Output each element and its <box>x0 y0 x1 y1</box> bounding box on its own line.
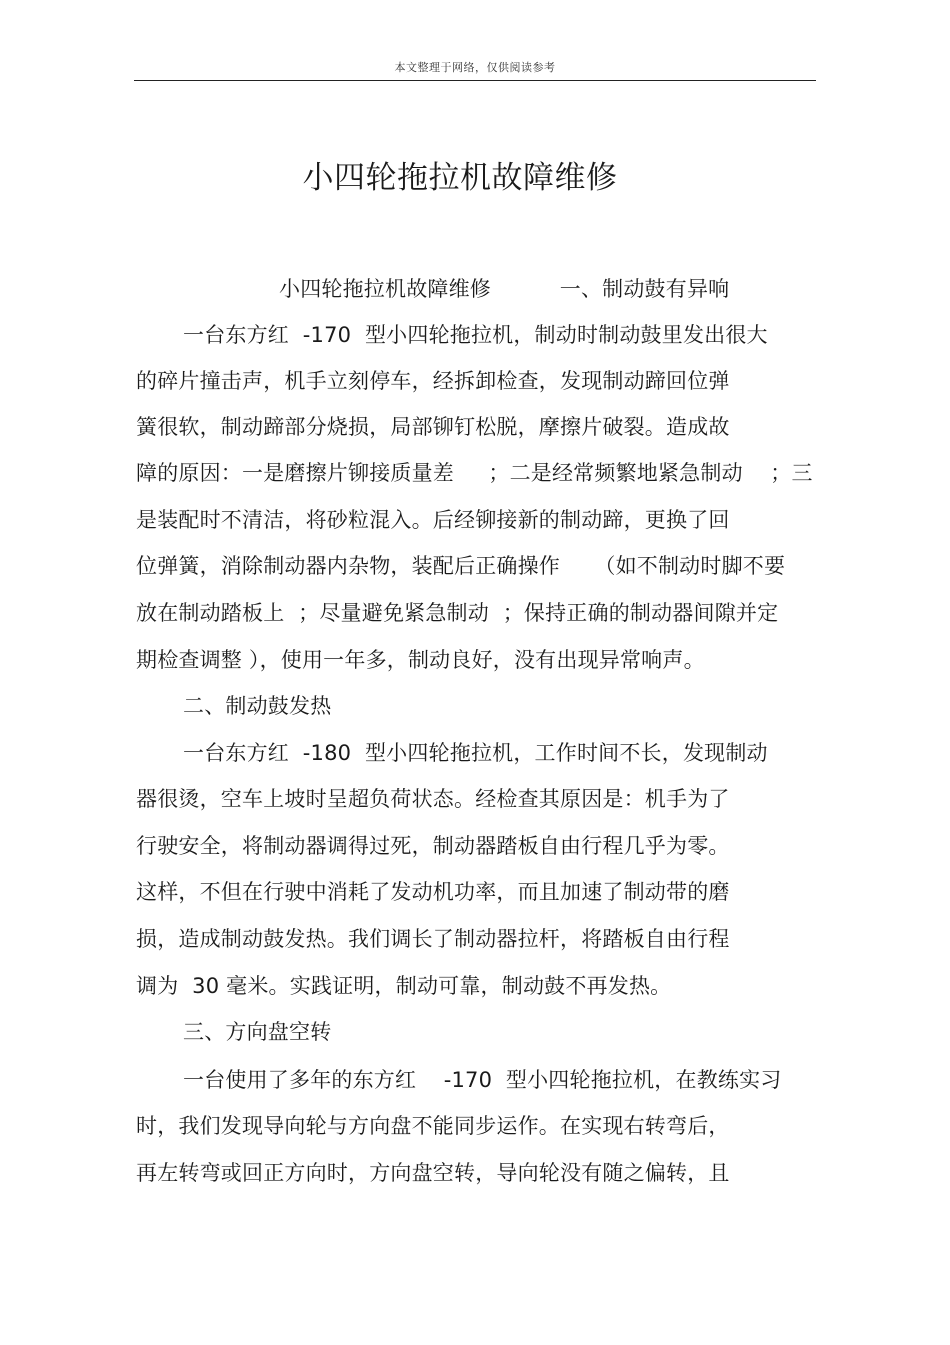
text-line: 期检查调整 ），使用一年多，制动良好，没有出现异常响声。 <box>136 648 705 672</box>
text-line: 簧很软，制动蹄部分烧损，局部铆钉松脱，摩擦片破裂。造成故 <box>136 415 730 439</box>
text-line: 放在制动踏板上 ；尽量避免紧急制动 ；保持正确的制动器间隙并定 <box>136 601 779 625</box>
text-line: 的碎片撞击声，机手立刻停车，经拆卸检查，发现制动蹄回位弹 <box>136 369 730 393</box>
text-line: 时，我们发现导向轮与方向盘不能同步运作。在实现右转弯后， <box>136 1114 730 1138</box>
text-line: 位弹簧，消除制动器内杂物，装配后正确操作 （如不制动时脚不要 <box>136 554 786 578</box>
text-line: 调为 30 毫米。实践证明，制动可靠，制动鼓不再发热。 <box>136 974 672 998</box>
text-line: 小四轮拖拉机故障维修 一、制动鼓有异响 <box>279 277 730 301</box>
text-line: 一台东方红 -180 型小四轮拖拉机，工作时间不长，发现制动 <box>183 741 768 765</box>
text-line: 一台使用了多年的东方红 -170 型小四轮拖拉机，在教练实习 <box>183 1068 782 1092</box>
text-line: 障的原因：一是磨擦片铆接质量差 ；二是经常频繁地紧急制动 ；三 <box>136 461 813 485</box>
text-line: 是装配时不清洁，将砂粒混入。后经铆接新的制动蹄，更换了回 <box>136 508 730 532</box>
document-title: 小四轮拖拉机故障维修 <box>302 160 618 196</box>
section-heading: 三、方向盘空转 <box>183 1020 332 1044</box>
text-line: 行驶安全，将制动器调得过死，制动器踏板自由行程几乎为零。 <box>136 834 730 858</box>
header-divider <box>134 80 816 81</box>
text-line: 再左转弯或回正方向时，方向盘空转，导向轮没有随之偏转，且 <box>136 1161 730 1185</box>
page-header-note: 本文整理于网络，仅供阅读参考 <box>394 61 556 74</box>
text-line: 器很烫，空车上坡时呈超负荷状态。经检查其原因是：机手为了 <box>136 787 730 811</box>
section-heading: 二、制动鼓发热 <box>183 694 332 718</box>
text-line: 损，造成制动鼓发热。我们调长了制动器拉杆，将踏板自由行程 <box>136 927 730 951</box>
text-line: 一台东方红 -170 型小四轮拖拉机，制动时制动鼓里发出很大 <box>183 323 768 347</box>
text-line: 这样，不但在行驶中消耗了发动机功率，而且加速了制动带的磨 <box>136 880 730 904</box>
